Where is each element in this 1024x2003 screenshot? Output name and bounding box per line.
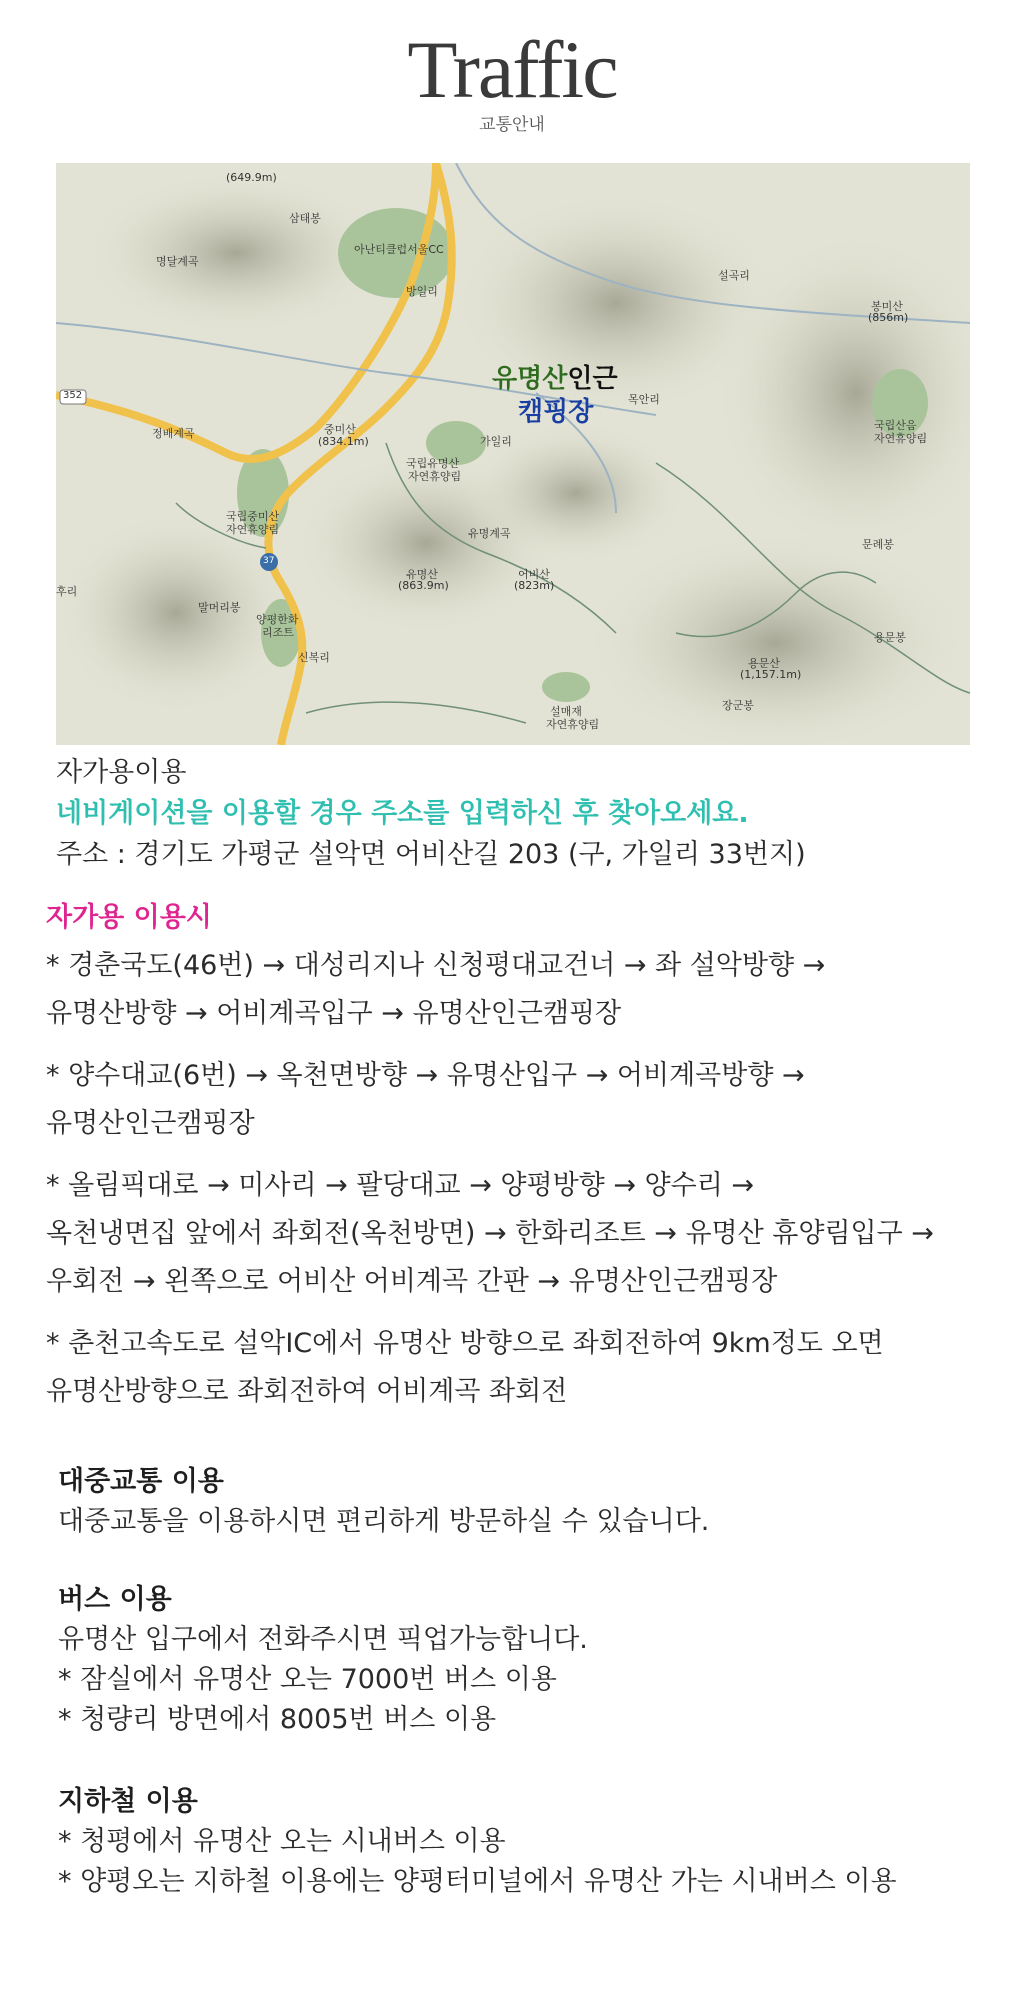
map-label: (649.9m) [226, 171, 277, 184]
map-label: 신복리 [298, 651, 330, 664]
map-label: 자연휴양림 [546, 718, 600, 731]
car-info [56, 752, 806, 875]
map-label: 국립중미산 [226, 510, 280, 523]
map-label: 장군봉 [722, 699, 754, 712]
route-line: * 춘천고속도로 설악IC에서 유명산 방향으로 좌회전하여 9km정도 오면 [46, 1328, 884, 1359]
map-label: 유명계곡 [468, 527, 511, 540]
map-graphic [56, 163, 970, 745]
page-title: Traffic [407, 24, 617, 115]
car-routes [46, 898, 934, 1416]
map-label: (856m) [868, 311, 909, 324]
campsite-name-near: 인근 [567, 364, 618, 394]
map-label: 국립유명산 [406, 457, 460, 470]
map-label: 설매재 [550, 705, 582, 718]
subway-title: 지하철 이용 [58, 1786, 198, 1817]
car-heading: 자가용이용 [56, 757, 187, 788]
routes-title: 자가용 이용시 [46, 902, 212, 933]
map-label: 정배계곡 [152, 427, 195, 440]
map-label: 삼태봉 [289, 212, 321, 225]
public-text: 대중교통을 이용하시면 편리하게 방문하실 수 있습니다. [58, 1506, 710, 1537]
map-label: 양평한화 [256, 613, 299, 626]
campsite-name-area: 유명산 [492, 364, 568, 394]
map-label: 가일리 [480, 435, 512, 448]
route-line: 유명산방향 → 어비계곡입구 → 유명산인근캠핑장 [46, 998, 622, 1029]
map-label: 자연휴양림 [874, 432, 928, 445]
map-label: 봉미산 [871, 300, 903, 313]
public-title: 대중교통 이용 [58, 1466, 224, 1497]
subway-line: * 청평에서 유명산 오는 시내버스 이용 [58, 1826, 506, 1857]
navigation-notice: 네비게이션을 이용할 경우 주소를 입력하신 후 찾아오세요. [56, 798, 749, 829]
map-label: 국립산음 [874, 419, 917, 432]
bus-info [58, 1580, 588, 1740]
map-label: 목안리 [628, 393, 660, 406]
bus-title: 버스 이용 [58, 1584, 172, 1615]
map-label: 리조트 [262, 626, 294, 639]
map-label: 명달계곡 [156, 255, 199, 268]
address-text: 주소 : 경기도 가평군 설악면 어비산길 203 (구, 가일리 33번지) [56, 839, 806, 870]
map-label: (834.1m) [318, 435, 369, 448]
map-label: 아난티클럽서울CC [354, 243, 444, 256]
location-map [56, 163, 970, 745]
map-label: 자연휴양림 [226, 523, 280, 536]
map-label: 말머리봉 [198, 601, 241, 614]
map-label: 자연휴양림 [408, 470, 462, 483]
map-label: 문례봉 [862, 538, 894, 551]
route-line: * 경춘국도(46번) → 대성리지나 신청평대교건너 → 좌 설악방향 → [46, 950, 826, 981]
map-label: 후리 [56, 585, 78, 598]
map-label: (823m) [514, 579, 555, 592]
page-subtitle: 교통안내 [479, 115, 545, 135]
public-transport [58, 1462, 709, 1542]
route-badge: 352 [63, 390, 83, 401]
page-header [0, 24, 1024, 135]
route-line: 옥천냉면집 앞에서 좌회전(옥천방면) → 한화리조트 → 유명산 휴양림입구 → [46, 1218, 934, 1249]
map-label: 유명산 [406, 568, 438, 581]
route-line: * 양수대교(6번) → 옥천면방향 → 유명산입구 → 어비계곡방향 → [46, 1060, 805, 1091]
map-label: 어비산 [518, 568, 550, 581]
map-label: 설곡리 [718, 269, 750, 282]
route-line: 우회전 → 왼쪽으로 어비산 어비계곡 간판 → 유명산인근캠핑장 [46, 1266, 778, 1297]
map-label: (1,157.1m) [740, 668, 802, 681]
bus-line: * 청량리 방면에서 8005번 버스 이용 [58, 1704, 497, 1735]
map-label: 용문봉 [874, 631, 906, 644]
map-label: 중미산 [324, 423, 356, 436]
campsite-marker [492, 358, 618, 395]
route-line: 유명산인근캠핑장 [46, 1108, 255, 1139]
bus-line: * 잠실에서 유명산 오는 7000번 버스 이용 [58, 1664, 557, 1695]
map-label: 용문산 [748, 657, 780, 670]
campsite-name-label: 캠핑장 [518, 397, 594, 427]
route-line: 유명산방향으로 좌회전하여 어비계곡 좌회전 [46, 1376, 568, 1407]
subway-line: * 양평오는 지하철 이용에는 양평터미널에서 유명산 가는 시내버스 이용 [58, 1866, 897, 1897]
route-badge: 37 [263, 556, 275, 566]
subway-info [58, 1782, 897, 1902]
bus-line: 유명산 입구에서 전화주시면 픽업가능합니다. [58, 1624, 588, 1655]
map-label: (863.9m) [398, 579, 449, 592]
route-line: * 올림픽대로 → 미사리 → 팔당대교 → 양평방향 → 양수리 → [46, 1170, 754, 1201]
map-label: 방일리 [406, 285, 438, 298]
